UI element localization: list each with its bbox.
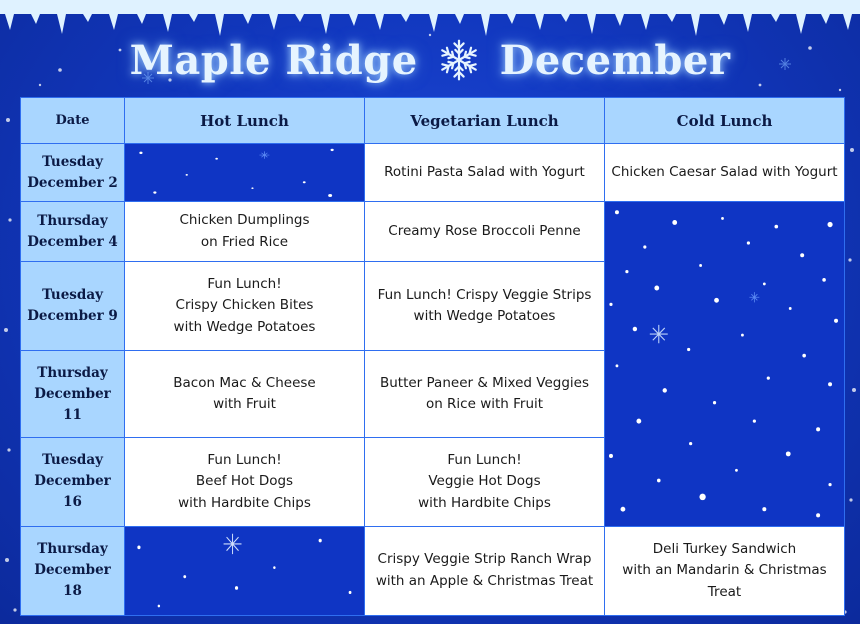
date-label: December 11 bbox=[34, 385, 111, 423]
menu-line: with Fruit bbox=[213, 396, 276, 413]
vegetarian-cell bbox=[365, 438, 605, 527]
hot-cell bbox=[125, 351, 365, 438]
table-row bbox=[21, 526, 845, 615]
day-label: Thursday bbox=[37, 364, 108, 381]
empty-cell bbox=[605, 202, 845, 527]
day-label: Thursday bbox=[37, 212, 108, 229]
table-row bbox=[21, 144, 845, 202]
menu-line: with an Apple & Christmas Treat bbox=[375, 572, 594, 589]
cold-cell bbox=[605, 526, 845, 615]
empty-cell bbox=[125, 144, 365, 202]
menu-line: on Rice with Fruit bbox=[425, 396, 544, 413]
menu-line: Chicken Caesar Salad with Yogurt bbox=[611, 163, 838, 180]
hot-cell bbox=[125, 438, 365, 527]
hot-cell bbox=[125, 262, 365, 351]
table-row bbox=[21, 202, 845, 262]
vegetarian-cell bbox=[365, 262, 605, 351]
column-header-cold: Cold Lunch bbox=[605, 98, 845, 144]
date-cell bbox=[21, 262, 125, 351]
title-school: Maple Ridge bbox=[129, 36, 418, 84]
day-label: Tuesday bbox=[42, 287, 103, 304]
menu-line: Fun Lunch! bbox=[447, 451, 522, 468]
date-cell bbox=[21, 202, 125, 262]
snowflake-icon bbox=[436, 37, 482, 83]
menu-line: Bacon Mac & Cheese bbox=[173, 374, 316, 391]
date-label: December 18 bbox=[34, 562, 111, 600]
menu-line: with Hardbite Chips bbox=[418, 494, 551, 511]
snow-pattern bbox=[125, 144, 364, 201]
column-header-hot: Hot Lunch bbox=[125, 98, 365, 144]
date-cell bbox=[21, 351, 125, 438]
day-label: Tuesday bbox=[42, 153, 103, 170]
date-cell bbox=[21, 144, 125, 202]
day-label: Tuesday bbox=[42, 452, 103, 469]
hot-cell bbox=[125, 202, 365, 262]
menu-line: Crispy Veggie Strip Ranch Wrap bbox=[377, 551, 592, 568]
menu-line: with Hardbite Chips bbox=[178, 494, 311, 511]
cold-cell bbox=[605, 144, 845, 202]
title-month: December bbox=[499, 36, 731, 84]
empty-cell bbox=[125, 526, 365, 615]
table-header-row bbox=[21, 98, 845, 144]
vegetarian-cell bbox=[365, 144, 605, 202]
menu-line: Veggie Hot Dogs bbox=[428, 473, 541, 490]
snow-pattern bbox=[605, 202, 844, 526]
lunch-menu-table bbox=[20, 97, 845, 616]
menu-line: Fun Lunch! bbox=[207, 275, 282, 292]
date-label: December 4 bbox=[27, 233, 118, 250]
page-title bbox=[0, 30, 860, 90]
menu-line: with Wedge Potatoes bbox=[413, 308, 556, 325]
vegetarian-cell bbox=[365, 351, 605, 438]
menu-line: Butter Paneer & Mixed Veggies bbox=[379, 374, 590, 391]
menu-line: Fun Lunch! Crispy Veggie Strips bbox=[377, 286, 592, 303]
menu-line: with Wedge Potatoes bbox=[173, 318, 316, 335]
menu-line: Chicken Dumplings bbox=[179, 212, 310, 229]
date-label: December 2 bbox=[27, 174, 118, 191]
menu-line: Fun Lunch! bbox=[207, 451, 282, 468]
menu-line: with an Mandarin & Christmas Treat bbox=[622, 562, 827, 600]
date-label: December 9 bbox=[27, 308, 118, 325]
menu-line: Beef Hot Dogs bbox=[195, 473, 294, 490]
vegetarian-cell bbox=[365, 526, 605, 615]
menu-line: on Fried Rice bbox=[200, 233, 289, 250]
column-header-date: Date bbox=[21, 98, 125, 144]
menu-line: Deli Turkey Sandwich bbox=[652, 540, 797, 557]
menu-line: Rotini Pasta Salad with Yogurt bbox=[384, 163, 585, 180]
menu-line: Creamy Rose Broccoli Penne bbox=[388, 223, 581, 240]
vegetarian-cell bbox=[365, 202, 605, 262]
column-header-vegetarian: Vegetarian Lunch bbox=[365, 98, 605, 144]
day-label: Thursday bbox=[37, 541, 108, 558]
date-cell bbox=[21, 526, 125, 615]
snow-pattern bbox=[125, 527, 364, 615]
date-cell bbox=[21, 438, 125, 527]
menu-line: Crispy Chicken Bites bbox=[175, 297, 314, 314]
date-label: December 16 bbox=[34, 473, 111, 511]
